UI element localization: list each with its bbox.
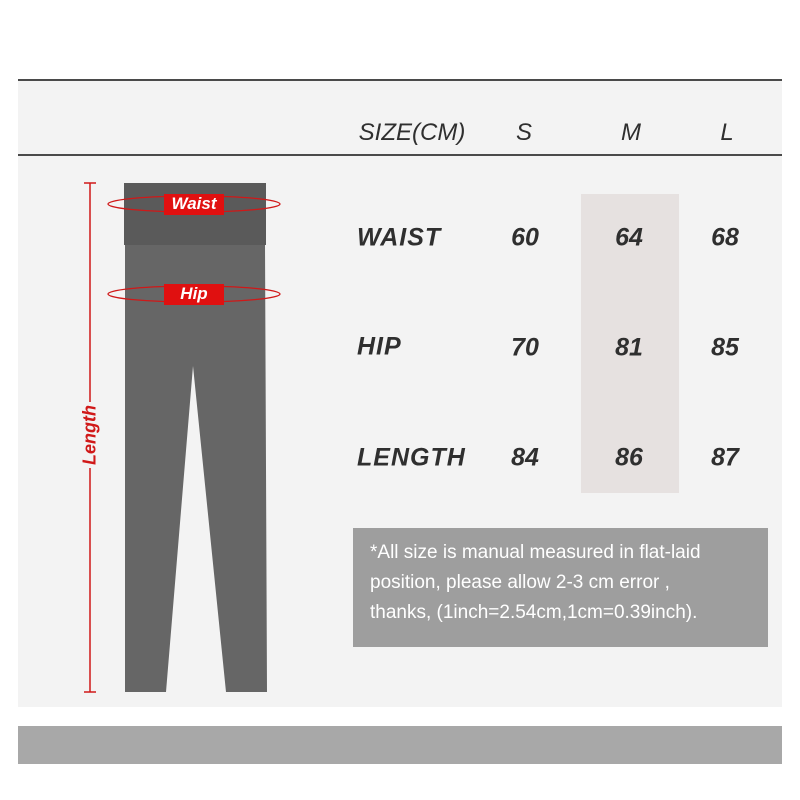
hip-l-value: 85 [711, 333, 739, 362]
waist-row-label: WAIST [357, 223, 442, 252]
note-line: position, please allow 2-3 cm error , [370, 572, 670, 593]
length-s-value: 84 [511, 443, 539, 472]
length-label: Length [80, 402, 101, 468]
bottom-band [18, 726, 782, 764]
waist-tag: Waist [164, 194, 224, 215]
size-l-header: L [720, 119, 734, 146]
hip-m-value: 81 [615, 333, 643, 362]
length-row-label: LENGTH [357, 443, 466, 472]
waist-m-value: 64 [615, 223, 643, 252]
size-unit-header: SIZE(CM) [358, 119, 466, 146]
leggings-silhouette [125, 244, 267, 692]
hip-s-value: 70 [511, 333, 539, 362]
waist-s-value: 60 [511, 223, 539, 252]
size-s-header: S [515, 119, 533, 146]
length-m-value: 86 [615, 443, 643, 472]
size-m-header: M [621, 119, 641, 146]
length-l-value: 87 [711, 443, 739, 472]
note-line: thanks, (1inch=2.54cm,1cm=0.39inch). [370, 602, 698, 623]
hip-tag: Hip [164, 284, 224, 305]
waist-l-value: 68 [711, 223, 739, 252]
hip-row-label: HIP [357, 332, 402, 361]
note-line: *All size is manual measured in flat-laid [370, 542, 701, 563]
